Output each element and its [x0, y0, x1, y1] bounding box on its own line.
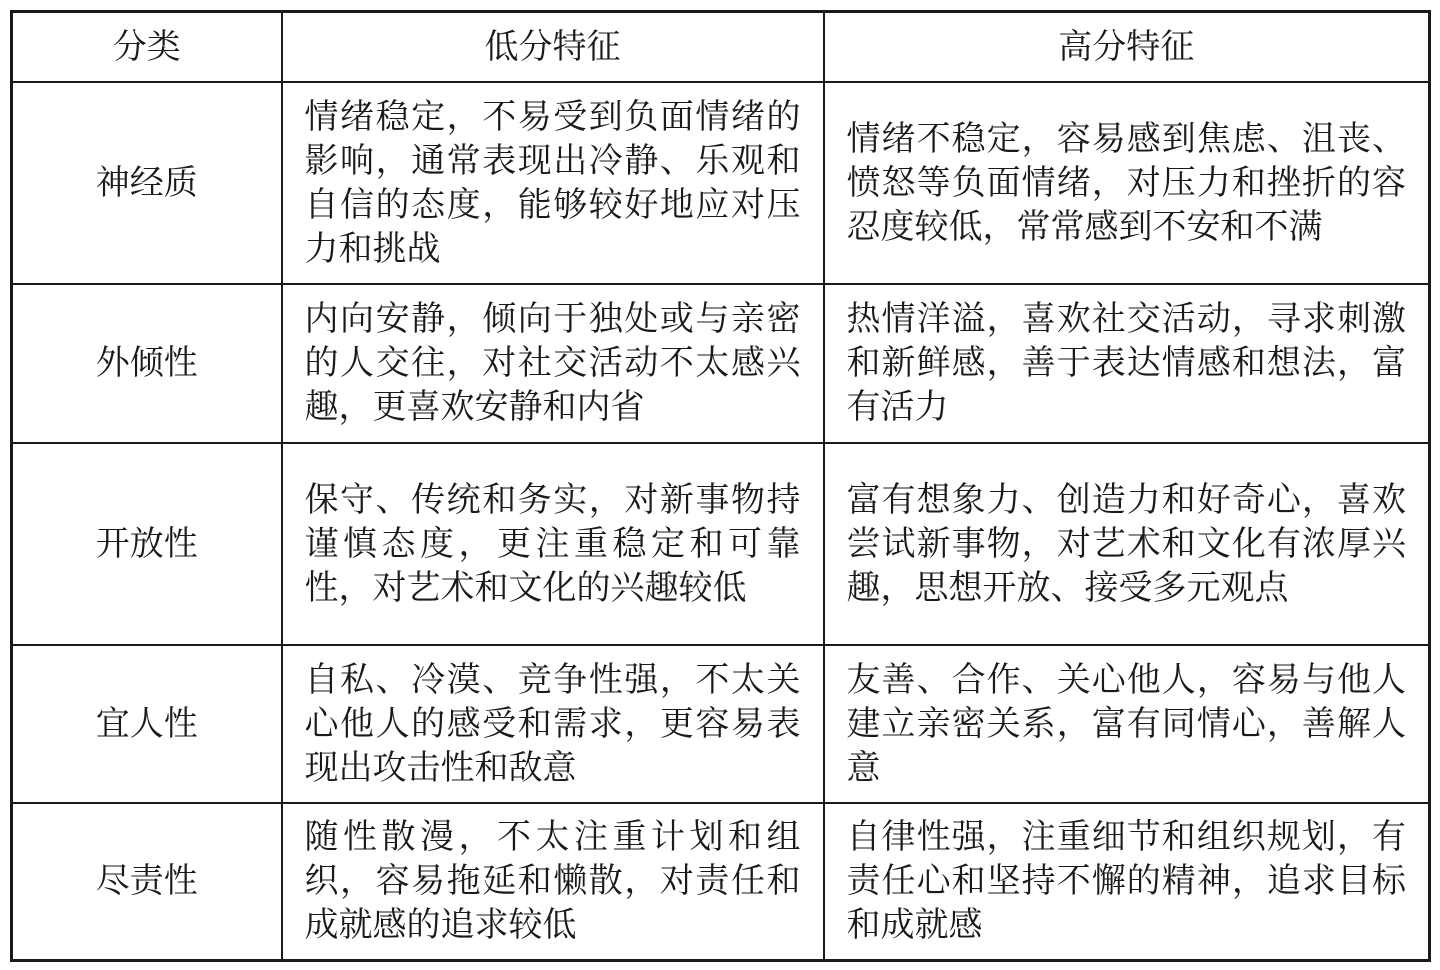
- header-low-score: 低分特征: [282, 12, 824, 82]
- category-cell: 外倾性: [12, 284, 282, 443]
- low-score-cell: 内向安静，倾向于独处或与亲密的人交往，对社交活动不太感兴趣，更喜欢安静和内省: [282, 284, 824, 443]
- high-score-cell: 热情洋溢，喜欢社交活动，寻求刺激和新鲜感，善于表达情感和想法，富有活力: [824, 284, 1430, 443]
- table-row: [12, 803, 1430, 961]
- table-row: [12, 443, 1430, 645]
- high-score-cell: 情绪不稳定，容易感到焦虑、沮丧、愤怒等负面情绪，对压力和挫折的容忍度较低，常常感到不安和不满: [824, 82, 1430, 284]
- table-row: [12, 645, 1430, 803]
- low-score-cell: 情绪稳定，不易受到负面情绪的影响，通常表现出冷静、乐观和自信的态度，能够较好地应对压力和挑战: [282, 82, 824, 284]
- table-row: [12, 284, 1430, 443]
- high-score-cell: 自律性强，注重细节和组织规划，有责任心和坚持不懈的精神，追求目标和成就感: [824, 803, 1430, 961]
- category-cell: 宜人性: [12, 645, 282, 803]
- table-row: [12, 82, 1430, 284]
- header-high-score: 高分特征: [824, 12, 1430, 82]
- low-score-cell: 自私、冷漠、竞争性强，不太关心他人的感受和需求，更容易表现出攻击性和敌意: [282, 645, 824, 803]
- header-category: 分类: [12, 12, 282, 82]
- high-score-cell: 友善、合作、关心他人，容易与他人建立亲密关系，富有同情心，善解人意: [824, 645, 1430, 803]
- low-score-cell: 保守、传统和务实，对新事物持谨慎态度，更注重稳定和可靠性，对艺术和文化的兴趣较低: [282, 443, 824, 645]
- personality-traits-table: [10, 10, 1431, 962]
- low-score-cell: 随性散漫，不太注重计划和组织，容易拖延和懒散，对责任和成就感的追求较低: [282, 803, 824, 961]
- high-score-cell: 富有想象力、创造力和好奇心，喜欢尝试新事物，对艺术和文化有浓厚兴趣，思想开放、接受多元观点: [824, 443, 1430, 645]
- category-cell: 神经质: [12, 82, 282, 284]
- header-row: [12, 12, 1430, 82]
- category-cell: 开放性: [12, 443, 282, 645]
- category-cell: 尽责性: [12, 803, 282, 961]
